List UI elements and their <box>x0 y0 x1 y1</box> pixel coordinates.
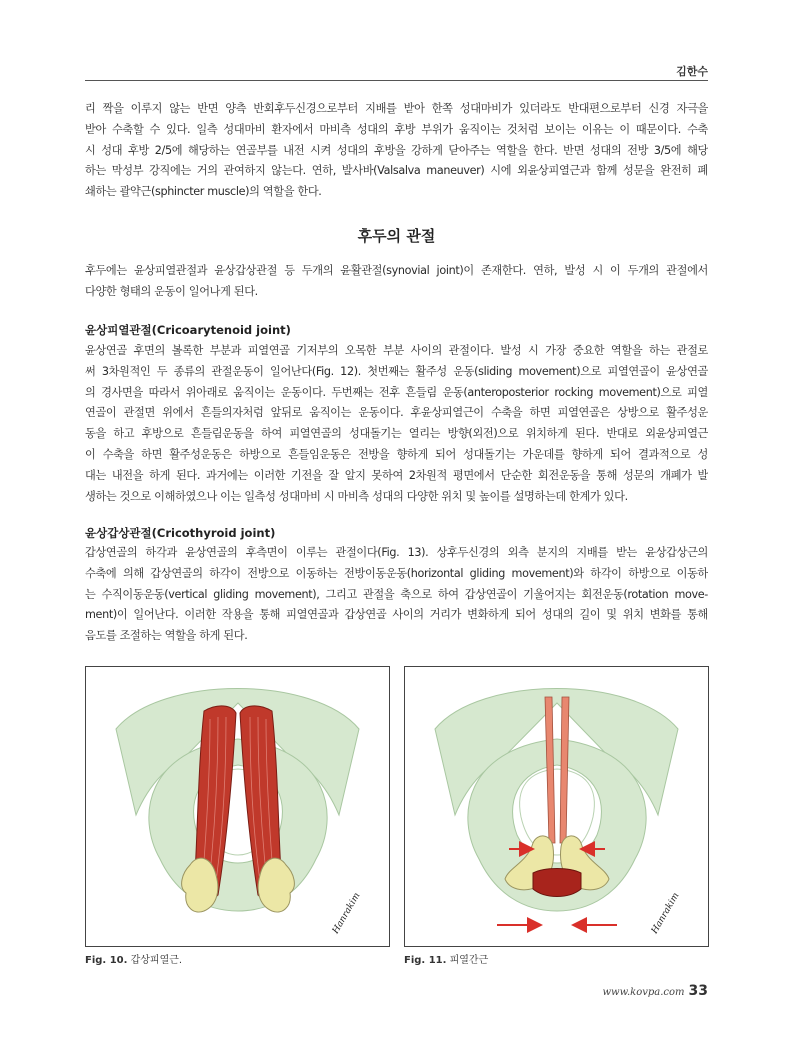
figure-11-caption <box>404 951 488 966</box>
text-line: 다양한 형태의 운동이 일어나게 된다. <box>85 284 258 298</box>
text-line: 쇄하는 괄약근(sphincter muscle)의 역할을 한다. <box>85 185 322 199</box>
text-line: ment)이 일어난다. 이러한 작용을 통해 피열연골과 갑상연골 사이의 거리가 변화하게 되어 성대의 길이 및 위치 변화를 통해 <box>85 608 708 622</box>
page-number: 33 <box>688 983 708 999</box>
cricothyroid-paragraph <box>85 543 708 647</box>
figure-11-illustration <box>404 666 709 947</box>
header-author: 김한수 <box>676 65 708 78</box>
text-line: 시 성대 후방 2/5에 해당하는 연골부를 내전 시켜 성대의 후방을 강하게 닫아주는 역할을 한다. 반면 성대의 전방 3/5에 해당 <box>85 143 708 157</box>
text-line: 는 수직이동운동(vertical gliding movement), 그리고 관절을 축으로 하여 갑상연골이 기울어지는 회전운동(rotation move- <box>85 587 708 601</box>
figure-10-signature: Hanrakim <box>331 891 363 936</box>
text-line: 대는 내전을 하게 된다. 과거에는 이러한 기전을 잘 알지 못하여 2차원적 평면에서 단순한 회전운동을 통해 성문의 개폐가 발 <box>85 468 708 482</box>
text-line: 동을 하고 후방으로 흔들림운동을 하여 피열연골의 성대돌기는 열리는 방향(외전)으로 위치하게 된다. 반대로 외윤상피열근 <box>85 427 708 441</box>
text-line: 써 3차원적인 두 종류의 관절운동이 일어난다(Fig. 12). 첫번째는 활주성 운동(sliding movement)으로 피열연골이 윤상연골 <box>85 364 708 378</box>
text-line: 갑상연골의 하각과 윤상연골의 후측면이 이루는 관절이다(Fig. 13). 상후두신경의 외측 분지의 지배를 받는 윤상갑상근의 <box>85 546 708 559</box>
text-line: 윤상연골 후면의 볼록한 부분과 피열연골 기저부의 오목한 부분 사이의 관절이다. 발성 시 가장 중요한 역할을 하는 관절로 <box>85 344 708 357</box>
text-line: 의 경사면을 따라서 위아래로 움직이는 운동이다. 두번째는 전후 흔들림 운동(anteroposterior rocking movement)으로 피열 <box>85 385 708 399</box>
footer-url[interactable]: www.kovpa.com <box>602 987 685 998</box>
figure-11-signature: Hanrakim <box>650 891 682 936</box>
subheading-cricoarytenoid: 윤상피열관절(Cricoarytenoid joint) <box>85 323 291 337</box>
figure-11-caption-text: 피열간근 <box>449 955 489 966</box>
header-rule <box>85 80 708 81</box>
section-title: 후두의 관절 <box>357 227 436 245</box>
figure-10-caption-text: 갑상피열근. <box>130 955 183 966</box>
text-line: 후두에는 윤상피열관절과 윤상갑상관절 등 두개의 윤활관절(synovial joint)이 존재한다. 연하, 발성 시 이 두개의 관절에서 <box>85 264 708 277</box>
text-line: 수축에 의해 갑상연골의 하각이 전방으로 이동하는 전방이동운동(horizontal gliding movement)와 하각이 하방으로 이동하 <box>85 566 708 580</box>
text-line: 연골이 관절면 위에서 흔들의자처럼 앞뒤로 움직이는 운동이다. 후윤상피열근이 수축을 하면 피열연골은 상방으로 활주성운 <box>85 406 708 420</box>
footer <box>602 983 708 999</box>
figure-11-label: Fig. 11. <box>404 955 447 966</box>
figure-10-illustration <box>85 666 390 947</box>
figure-10-label: Fig. 10. <box>85 955 128 966</box>
figure-10-caption <box>85 951 182 966</box>
text-line: 생하는 것으로 이해하였으나 이는 일측성 성대마비 시 마비측 성대의 다양한 위치 및 높이를 설명하는데 한계가 있다. <box>85 489 628 503</box>
text-line: 리 짝을 이루지 않는 반면 양측 반회후두신경으로부터 지배를 받아 한쪽 성대마비가 있더라도 반대편으로부터 신경 자극을 <box>85 102 708 115</box>
section-intro <box>85 261 708 303</box>
text-line: 음도를 조절하는 역할을 하게 된다. <box>85 629 248 643</box>
intro-paragraph <box>85 99 708 203</box>
text-line: 하는 막성부 강직에는 거의 관여하지 않는다. 연하, 발사바(Valsalva maneuver) 시에 외윤상피열근과 함께 성문을 완전히 폐 <box>85 164 708 178</box>
text-line: 이 수축을 하면 활주성운동은 하방으로 흔들임운동은 전방을 향하게 되어 성대돌기는 가운데를 향하게 되어 결과적으로 성 <box>85 447 708 461</box>
subheading-cricothyroid: 윤상갑상관절(Cricothyroid joint) <box>85 526 276 540</box>
cricoarytenoid-paragraph <box>85 341 708 507</box>
text-line: 받아 수축할 수 있다. 일측 성대마비 환자에서 마비측 성대의 후방 부위가 움직이는 것처럼 보이는 이유는 이 때문이다. 수축 <box>85 122 708 136</box>
